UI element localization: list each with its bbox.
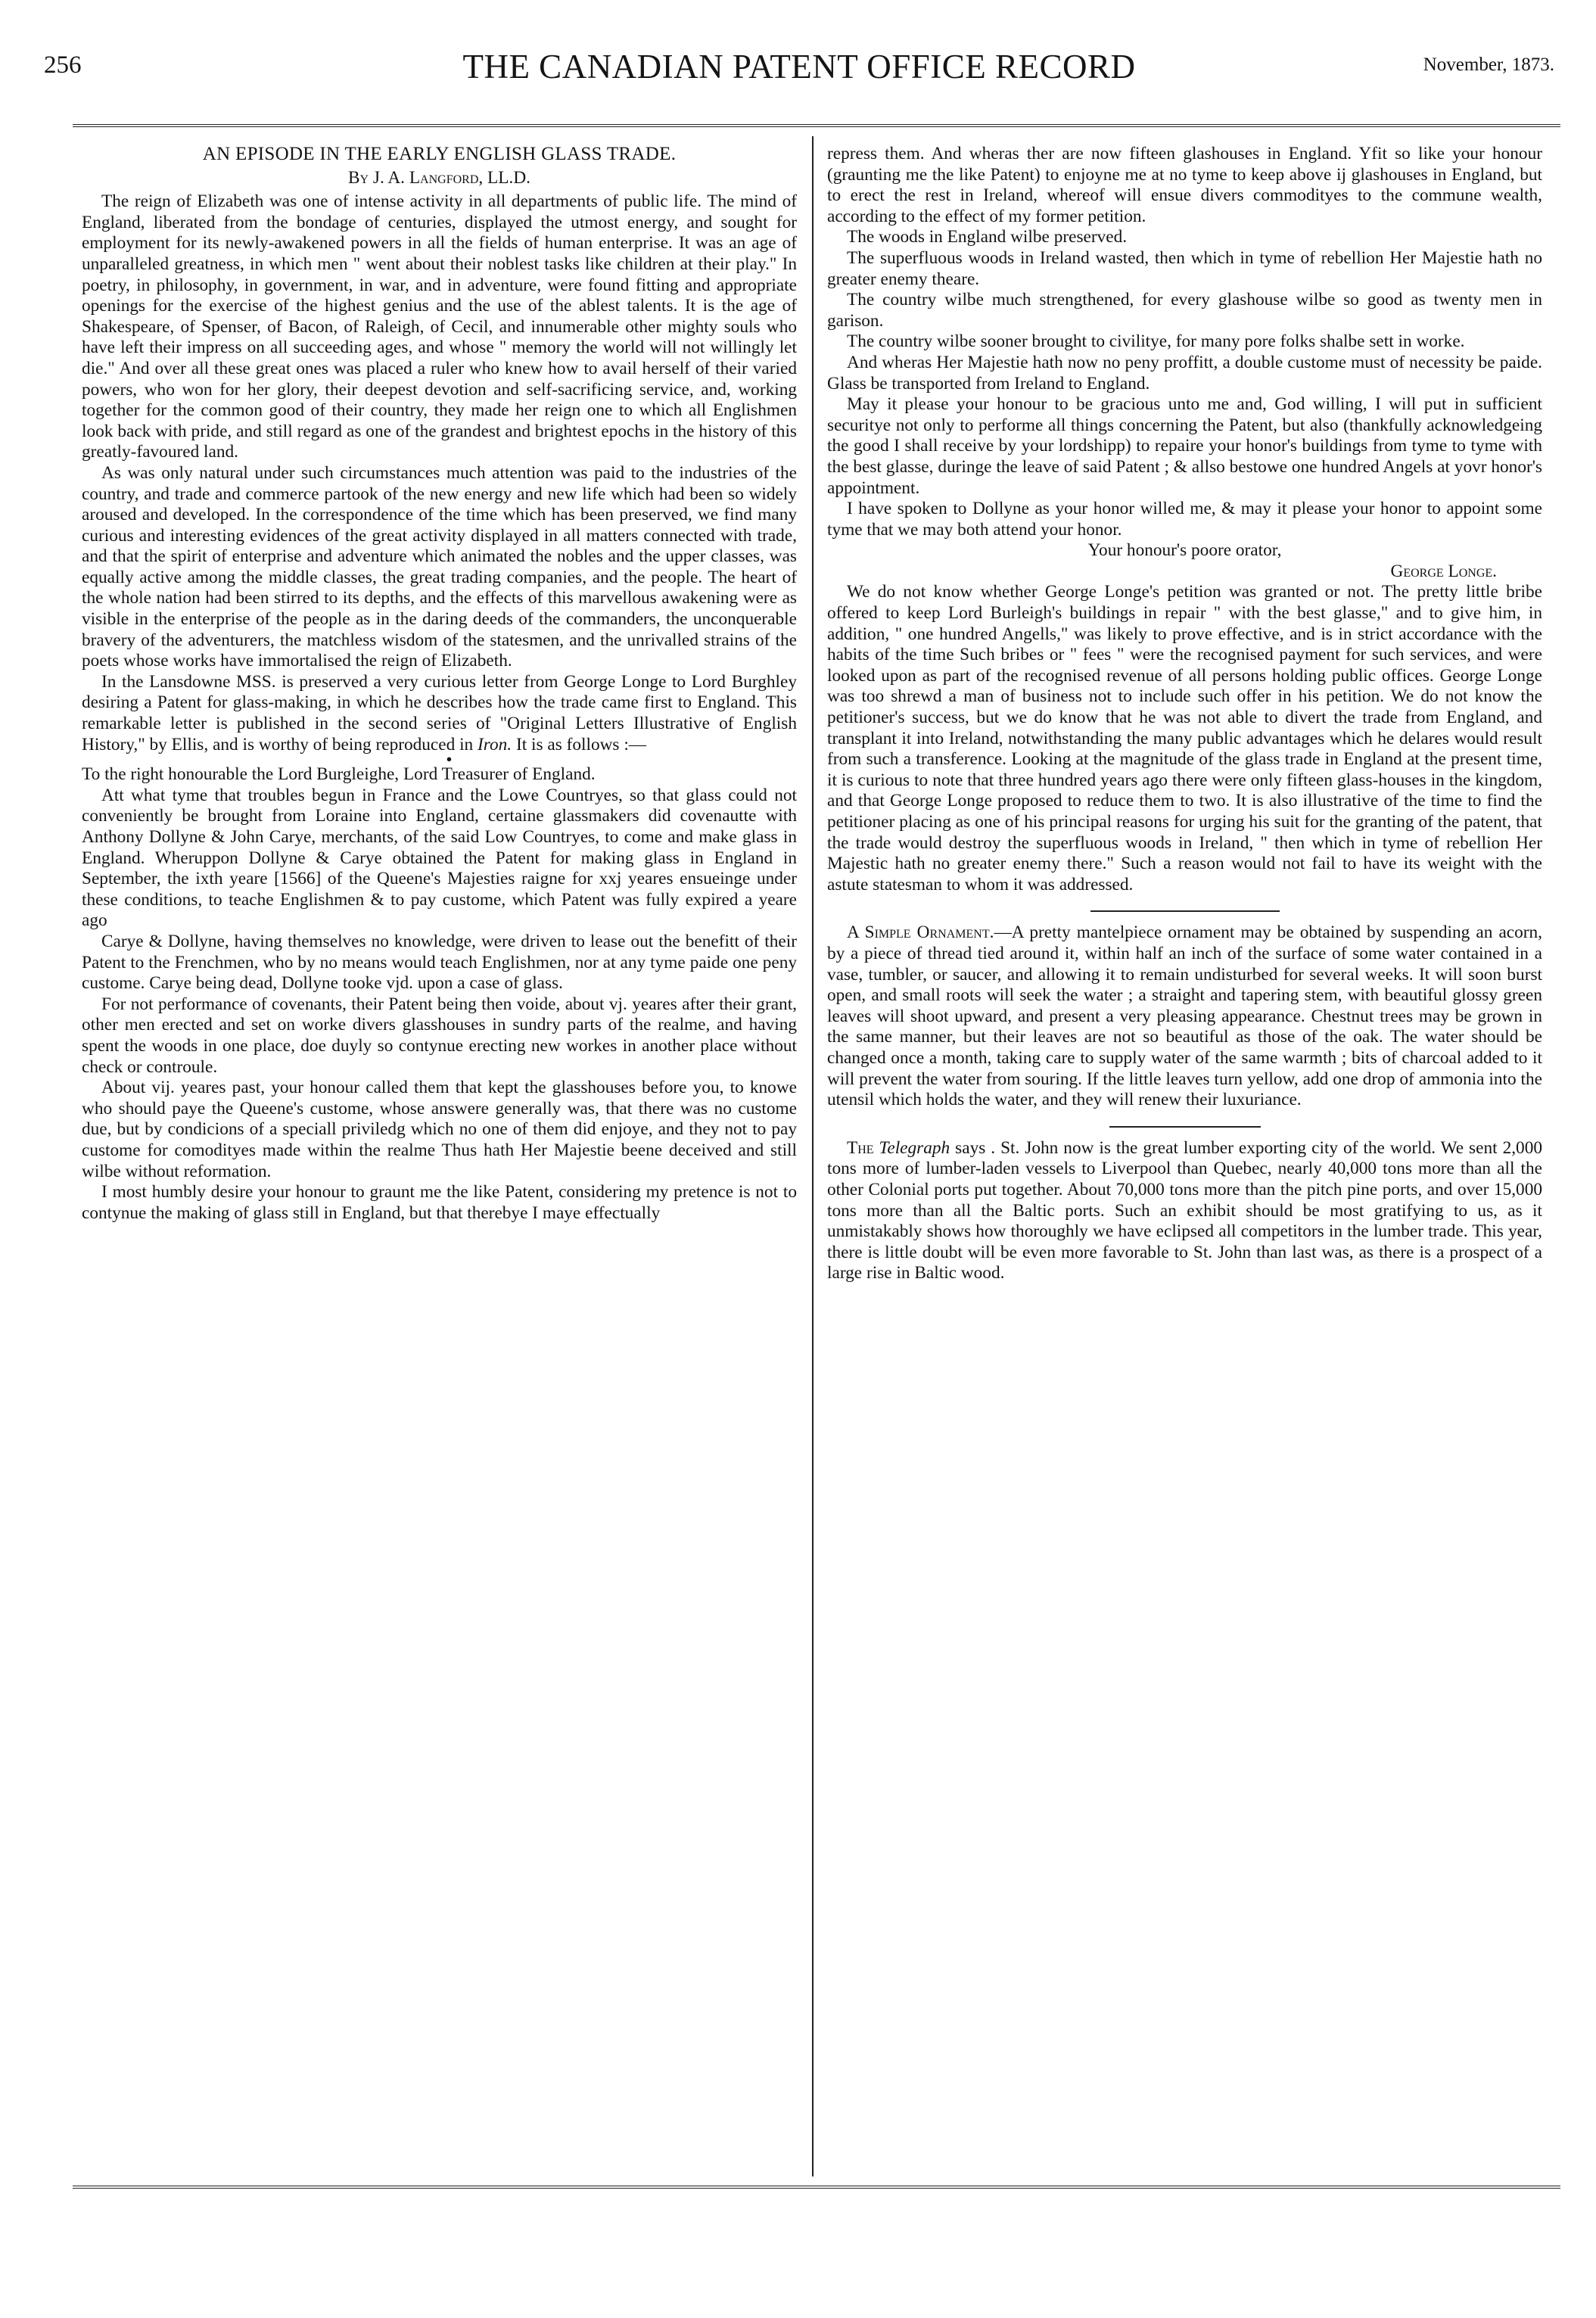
newspaper-name: Telegraph [879,1137,950,1158]
section-rule [1109,1126,1261,1128]
letter-paragraph: I most humbly desire your honour to graunt me the like Patent, considering my pretence is not to contynue the making of glass still in England, but that therebye I maye effectually [82,1182,797,1223]
ornament-item [827,923,1542,1110]
column-divider [812,136,814,2176]
article-byline: By J. A. Langford, LL.D. [348,167,530,188]
article-paragraph: The reign of Elizabeth was one of intense activity in all departments of public life. The mind of England, liberated from the bondage of centuries, displayed the utmost energy, and sought for employment for its newly-awakened powers in all the fields of human enterprise. It was an age of unparalleled greatness, in which men " went about their noblest tasks like children at their play." In poetry, in philosophy, in government, in war, and in adventure, were found fitting and appropriate openings for the exercise of the highest genius and the use of the ablest talents. It is the age of Shakespeare, of Spenser, of Bacon, of Raleigh, of Cecil, and innumerable other mighty souls who have left their impress on all succeeding ages, and whose " memory the world will not willingly let die." And over all these great ones was placed a ruler who knew how to avail herself of their varied powers, who won for her glory, their deepest devotion and self-sacrificing service, and, working together for the common good of their country, they made her reign one to which all Englishmen look back with pride, and still regard as one of the grandest and brightest epochs in the history of this greatly-favoured land. [82,191,797,462]
letter-closing: Your honour's poore orator, [1087,540,1282,561]
telegraph-item [827,1138,1542,1284]
letter-paragraph: The superfluous woods in Ireland wasted, then which in tyme of rebellion Her Majestie hath no greater enemy theare. [827,247,1542,289]
page-number: 256 [44,51,82,79]
page-frame [73,124,1560,2189]
letter-paragraph: About vij. yeares past, your honour called them that kept the glasshouses before you, to knowe who should paye the Queene's custome, whose answere generally was, that there was no custome due, but by condicions of a speciall priviledg which no one of them did enjoye, and they not to pay custome for comodityes made within the realme Thus hath Her Majestie beene deceived and still wilbe without reformation. [82,1078,797,1181]
letter-paragraph: The country wilbe much strengthened, for every glashouse wilbe so good as twenty men in garison. [827,290,1542,331]
letter-address: To the right honourable the Lord Burgleighe, Lord Treasurer of England. [82,764,596,785]
article-paragraph [82,672,797,755]
left-column [82,144,797,1224]
text-run: In the Lansdowne MSS. is preserved a very curious letter from George Longe to Lord Burghley desiring a Patent for glass-making, in which he describes how the trade came first to England. This remarkable letter is published in the second series of "Original Letters Illustrative of English History," by Ellis, and is worthy of being reproduced in [82,671,797,755]
publication-title: THE CANADIAN PATENT OFFICE RECORD [462,48,1136,86]
italic-title: Iron. [478,734,512,755]
letter-paragraph: And wheras Her Majestie hath now no peny proffitt, a double custome must of necessity be paide. Glass be transported from Ireland to England. [827,352,1542,394]
ornament-heading: A Simple Ornament. [847,923,994,943]
letter-paragraph: For not performance of covenants, their Patent being then voide, about vj. yeares after their grant, other men erected and set on worke divers glasshouses in sundry parts of the realme, and having spent the woods in one place, doe duyly so contynue erecting new workes in another place without check or controule. [82,994,797,1077]
article-title: AN EPISODE IN THE EARLY ENGLISH GLASS TRADE. [202,144,677,164]
ornament-dot: • [446,750,453,770]
letter-signature: George Longe. [1390,561,1497,581]
letter-paragraph: repress them. And wheras ther are now fifteen glashouses in England. Yfit so like your honour (graunting me the like Patent) to enjoyne me at no tyme to keep above ij glashouses in England, but to erect the rest in Ireland, whereof will ensue divers commodityes to the commune wealth, according to the effect of my former petition. [827,144,1542,226]
letter-paragraph: Att what tyme that troubles begun in France and the Lowe Countryes, so that glass could not conveniently be brought from Loraine into England, certaine glassmakers did covenautte with Anthony Dollyne & John Carye, merchants, of the said Low Countryes, to come and make glass in England. Wheruppon Dollyne & Carye obtained the Patent for making glass in England in September, the ixth yeare [1566] of the Queene's Majesties raigne for xxj yeares ensueinge under these conditions, to teache Englishmen & to pay custome, which Patent was fully expired a yeare ago [82,785,797,931]
article-paragraph: We do not know whether George Longe's petition was granted or not. The pretty little bribe offered to keep Lord Burleigh's buildings in repair " with the best glasse," and to give him, in addition, " one hundred Angells," was likely to prove effective, and is in strict accordance with the habits of the time Such bribes or " fees " were the recognised payment for such services, and were looked upon as part of the recognised revenue of all persons holding public offices. George Longe was too shrewd a man of business not to include such offer in his petition. We do not know the petitioner's success, but we do know that he was not able to divert the trade from England, and transplant it into Ireland, notwithstanding the many public advantages which he delares would result from such a transference. Looking at the magnitude of the glass trade in England at the present time, it is curious to note that three hundred years ago there were only fifteen glass-houses in the kingdom, and that George Longe proposed to reduce them to two. It is also illustrative of the time to find the petitioner placing as one of his principal reasons for urging his suit for the granting of the patent, that the trade would destroy the superfluous woods in Ireland, " then which in tyme of rebellion Her Majestic hath no greater enemy there." Such a reason would not fail to have its weight with the astute statesman to whom it was addressed. [827,582,1542,895]
text-run: It is as follows :— [512,734,647,755]
page-header [44,44,1554,97]
text-run: The [847,1137,874,1158]
letter-paragraph: Carye & Dollyne, having themselves no knowledge, were driven to lease out the benefitt of their Patent to the Frenchmen, who by no means would teach Englishmen, nor at any tyme paide one peny custome. Carye being dead, Dollyne tooke vjd. upon a case of glass. [82,931,797,994]
letter-paragraph: The woods in England wilbe preserved. [847,227,1128,247]
right-column [827,144,1542,1284]
letter-paragraph: May it please your honour to be gracious unto me and, God willing, I will put in sufficient securitye not only to performe all things concerning the Patent, but also (thankfully acknowledgeing the good I shall receive by your lordshipp) to repaire your honor's buildings from tyme to tyme with the best glasse, duringe the leave of said Patent ; & allso bestowe one hundred Angels at yovr honor's appointment. [827,394,1542,498]
text-run: —A pretty mantelpiece ornament may be obtained by suspending an acorn, by a piece of thread tied around it, within half an inch of the surface of some water contained in a vase, tumbler, or saucer, and allowing it to remain undisturbed for several weeks. It will soon burst open, and small roots will seek the water ; a straight and tapering stem, with beautiful glossy green leaves will shoot upward, and present a very pleasing appearance. Chestnut trees may be grown in the same manner, but their leaves are not so beautiful as those of the oak. The water should be changed once a month, taking care to supply water of the same warmth ; bits of charcoal added to it will prevent the water from souring. If the little leaves turn yellow, add one drop of ammonia into the utensil which holds the water, and they will renew their luxuriance. [827,923,1542,1110]
letter-paragraph: I have spoken to Dollyne as your honor willed me, & may it please your honor to appoint some tyme that we may both attend your honor. [827,499,1542,540]
letter-paragraph: The country wilbe sooner brought to civilitye, for many pore folks shalbe sett in worke. [847,331,1465,352]
text-run: says . St. John now is the great lumber exporting city of the world. We sent 2,000 tons more of lumber-laden vessels to Liverpool than Quebec, nearly 40,000 tons more than all the other Colonial ports put together. About 70,000 tons more than the pitch pine ports, and over 15,000 tons more than all the Baltic ports. Such an exhibit should be most gratifying to us, as it unmistakably shows how thoroughly we have eclipsed all competitors in the lumber trade. This year, there is little doubt will be even more favorable to St. John than last was, as there is a prospect of a large rise in Baltic wood. [827,1137,1542,1283]
section-rule [1090,910,1280,912]
issue-date: November, 1873. [1423,54,1554,75]
article-paragraph: As was only natural under such circumstances much attention was paid to the industries of the country, and trade and commerce partook of the new energy and new life which had been so widely aroused and developed. In the correspondence of the time which has been preserved, we find many curious and interesting evidences of the great activity displayed in all matters connected with trade, and that the spirit of enterprise and adventure which animated the nobles and the upper classes, was equally active among the middle classes, the great trading companies, and the people. The heart of the whole nation had been stirred to its depths, and the effects of this marvellous awakening were as visible in the enterprise of the people as in the daring deeds of the commanders, the unconquerable bravery of the adventurers, the matchless wisdom of the statesmen, and the unrivalled strains of the poets whose works have immortalised the reign of Elizabeth. [82,462,797,671]
